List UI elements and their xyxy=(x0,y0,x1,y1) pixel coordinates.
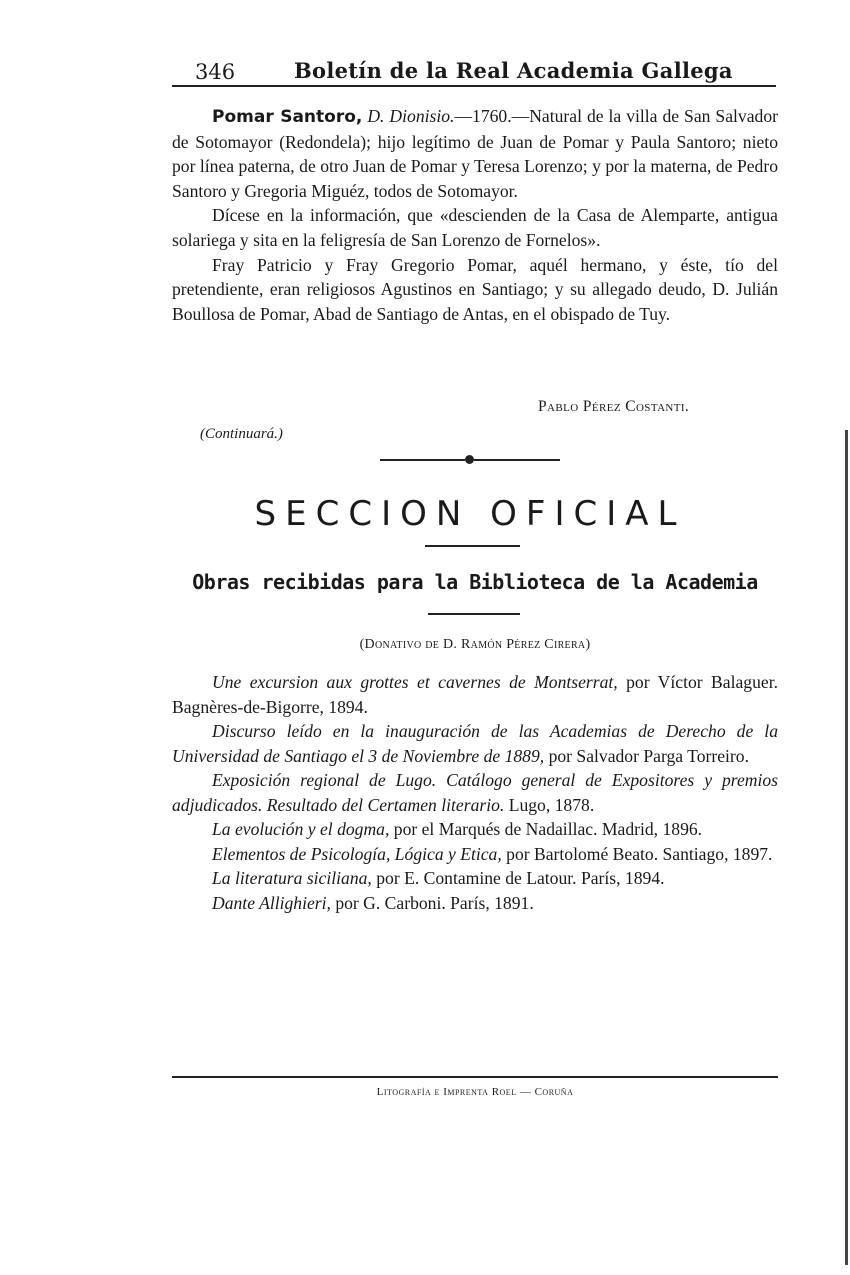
ornament-dot xyxy=(465,455,474,464)
footer-rule xyxy=(172,1076,778,1078)
page-number: 346 xyxy=(195,60,236,84)
book-list xyxy=(172,670,778,915)
entry-year: —1760.— xyxy=(454,106,530,126)
book-item xyxy=(172,768,778,817)
book-item xyxy=(172,891,778,916)
book-title: Discurso leído en la inauguración de las Academias de Derecho de la Universidad de Santiago el 3 de Noviembre de 1889, xyxy=(172,721,778,766)
page-edge xyxy=(845,430,848,1265)
book-title: La literatura siciliana, xyxy=(212,868,372,888)
book-item xyxy=(172,866,778,891)
ornament-line-left xyxy=(380,459,465,461)
book-details: por el Marqués de Nadaillac. Madrid, 1896. xyxy=(389,819,703,839)
book-details: Lugo, 1878. xyxy=(504,794,595,815)
book-details: por E. Contamine de Latour. París, 1894. xyxy=(371,868,665,888)
book-title: Exposición regional de Lugo. Catálogo general de Expositores y premios adjudicados. Resultado del Certamen literario. xyxy=(172,770,778,815)
book-title: La evolución y el dogma, xyxy=(212,819,390,839)
header-rule xyxy=(172,85,776,87)
section-subtitle: Obras recibidas para la Biblioteca de la Academia xyxy=(192,570,758,594)
subtitle-rule xyxy=(428,613,520,615)
entry-name: Pomar Santoro, xyxy=(212,107,363,127)
book-details: por Bartolomé Beato. Santiago, 1897. xyxy=(501,843,773,864)
entry-paragraph-1 xyxy=(172,104,778,203)
book-title: Une excursion aux grottes et cavernes de Montserrat, xyxy=(212,672,618,692)
entry-body xyxy=(172,104,778,326)
signature: Pablo Pérez Costanti. xyxy=(538,398,690,415)
entry-text-1: Natural de la villa de San Salvador de Sotomayor (Redondela); hijo legítimo de Juan de Pomar y Paula Santoro; nieto por línea paterna, de otro Juan de Pomar y Teresa Lorenzo; y por la materna, de Pedro Santoro y Gregoria Miguéz, todos de Sotomayor. xyxy=(172,106,778,201)
ornament-line-right xyxy=(474,459,560,461)
book-item xyxy=(172,670,778,719)
book-item xyxy=(172,719,778,768)
entry-paragraph-2: Dícese en la información, que «descienden de la Casa de Alemparte, antigua solariega y sita en la feligresía de San Lorenzo de Fornelos». xyxy=(172,205,778,250)
entry-title-name: D. Dionisio. xyxy=(367,106,455,126)
book-title: Dante Allighieri, xyxy=(212,892,331,913)
book-title: Elementos de Psicología, Lógica y Etica, xyxy=(212,843,502,864)
book-item xyxy=(172,842,778,867)
section-title: SECCION OFICIAL xyxy=(254,494,686,534)
section-rule xyxy=(425,545,520,547)
continued-note: (Continuará.) xyxy=(200,426,283,442)
entry-paragraph-3: Fray Patricio y Fray Gregorio Pomar, aquél hermano, y éste, tío del pretendiente, eran religiosos Agustinos en Santiago; y su allegado deudo, D. Julián Boullosa de Pomar, Abad de Santiago de Antas, en el obispado de Tuy. xyxy=(172,254,778,324)
book-details: por Salvador Parga Torreiro. xyxy=(544,745,749,766)
printer-credit: Litografía e Imprenta Roel — Coruña xyxy=(376,1086,574,1098)
book-details: por G. Carboni. París, 1891. xyxy=(330,892,534,913)
book-details: por Víctor Balaguer. Bagnères-de-Bigorre, 1894. xyxy=(172,672,778,717)
journal-title: Boletín de la Real Academia Gallega xyxy=(294,58,733,83)
donation-note: (Donativo de D. Ramón Pérez Cirera) xyxy=(359,637,591,652)
book-item xyxy=(172,817,778,842)
